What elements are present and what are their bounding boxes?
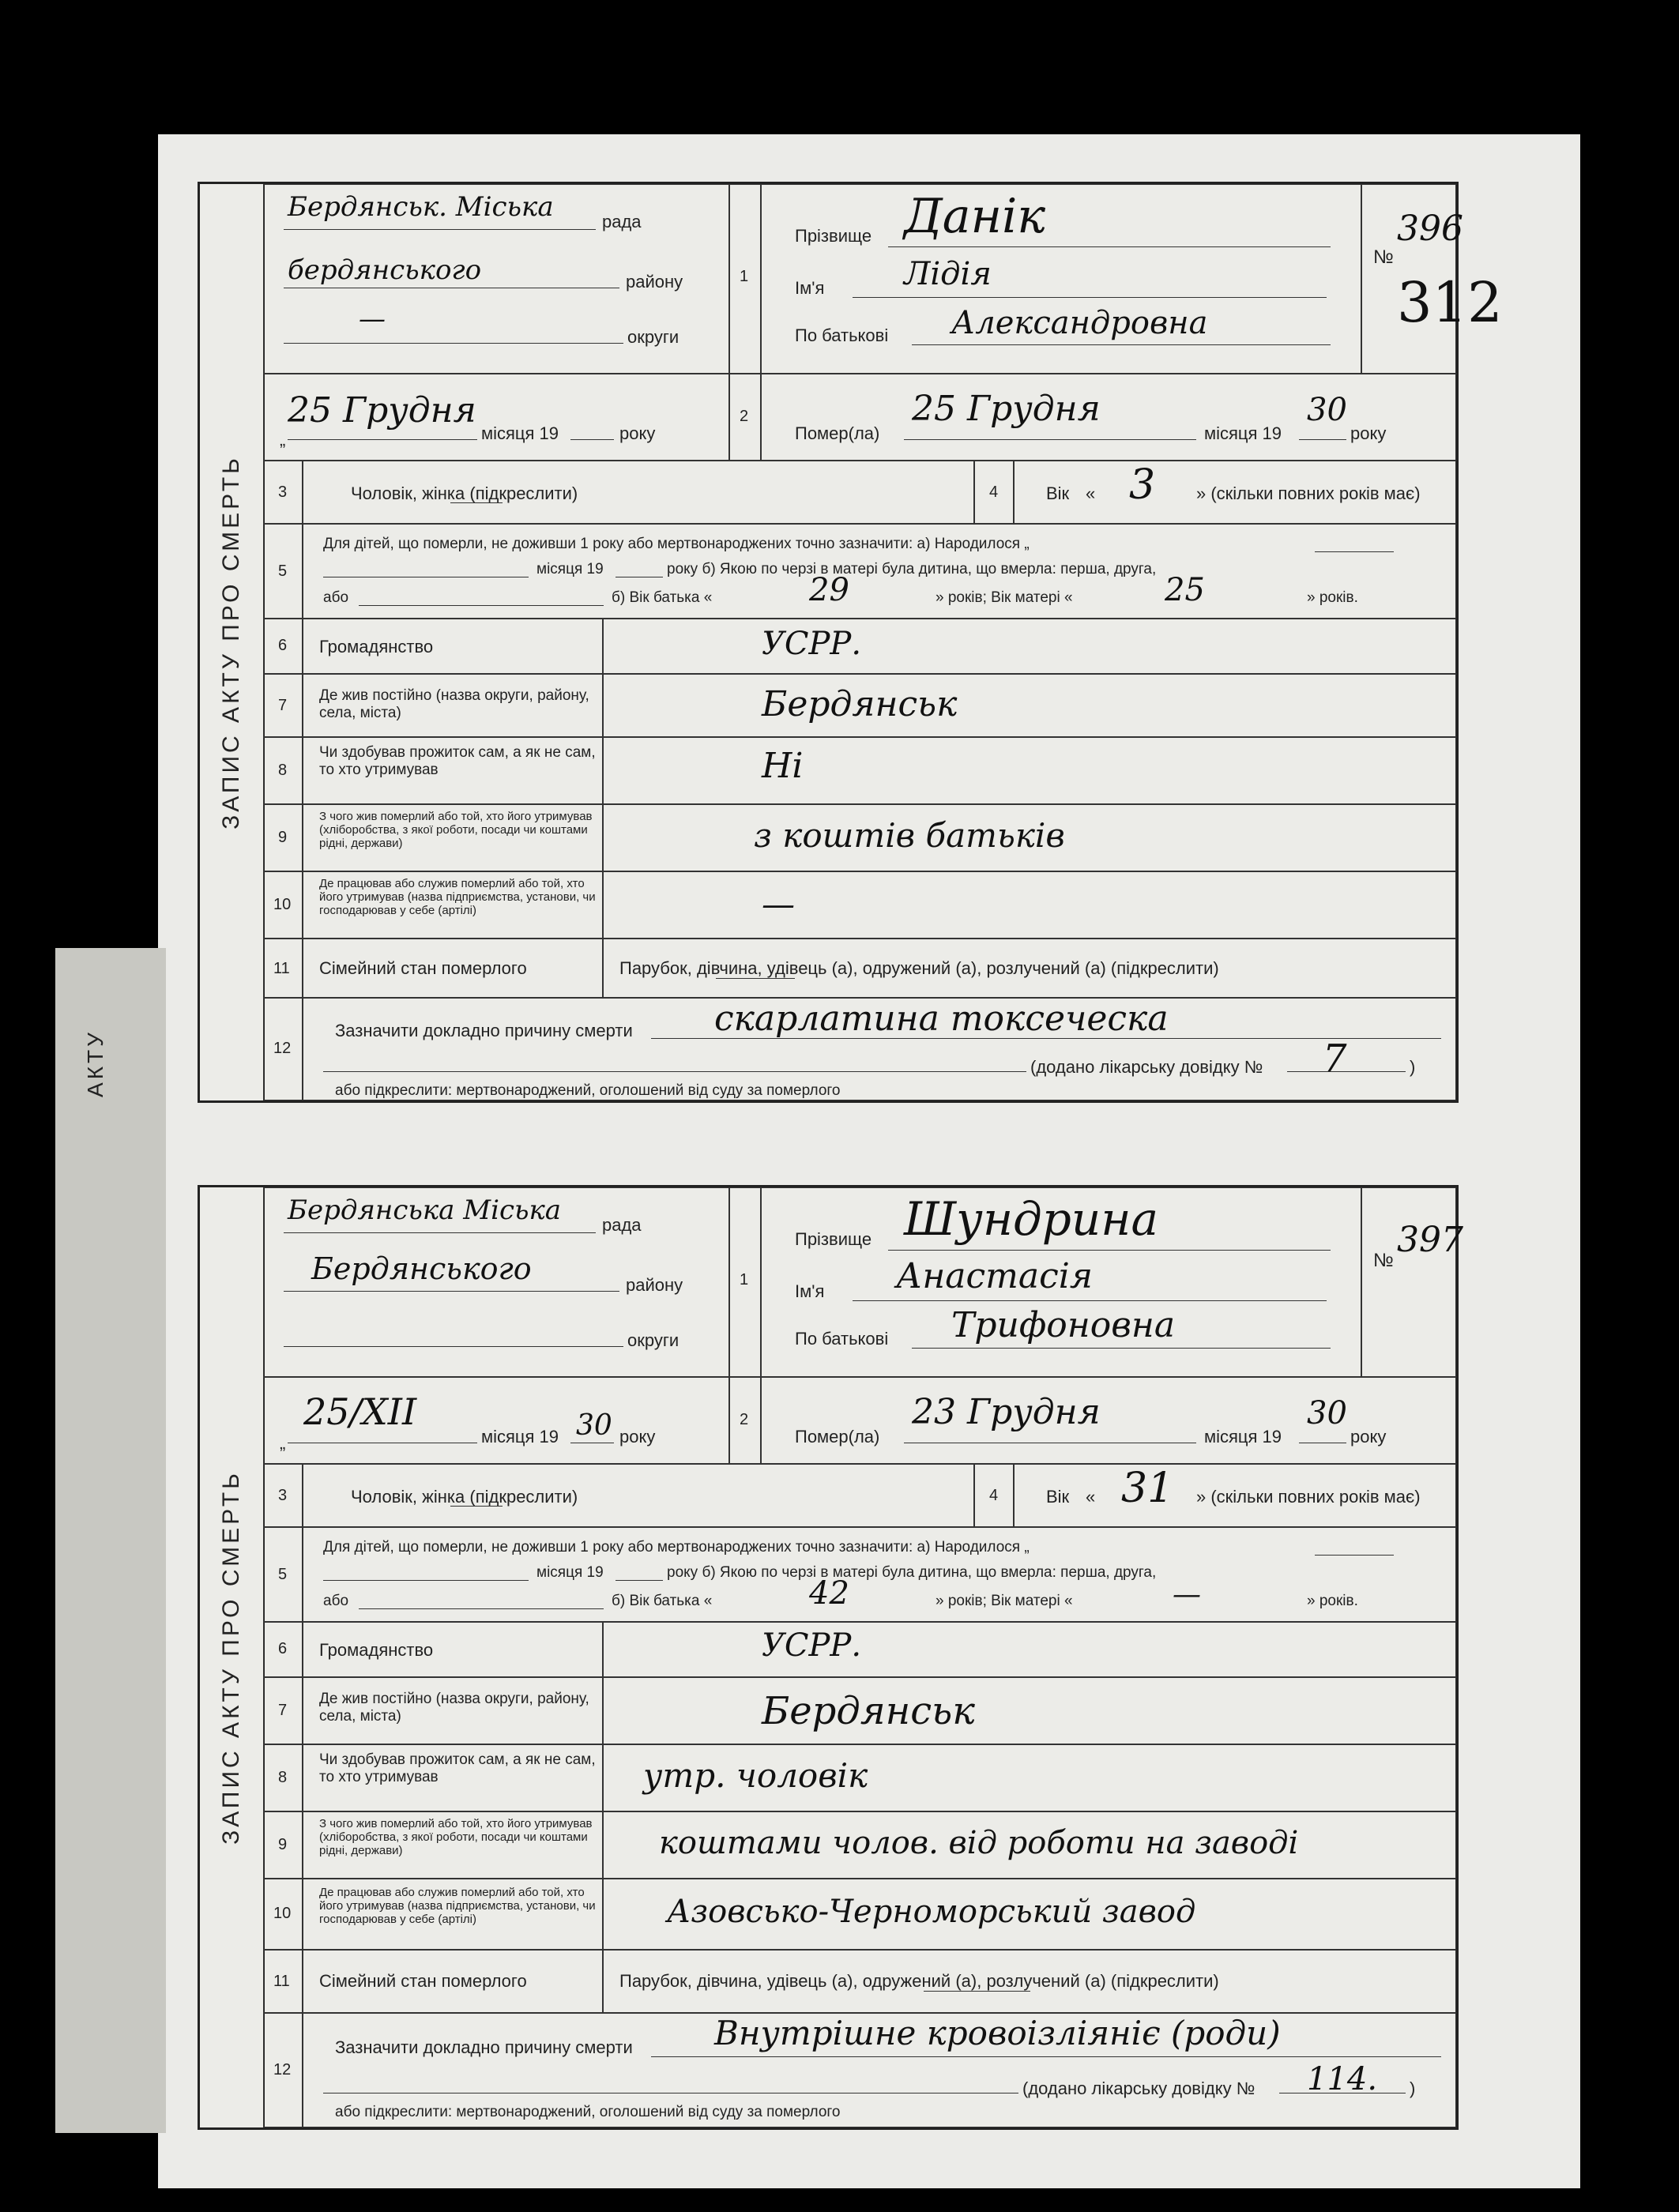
raion-value: бердянського [288, 254, 482, 286]
year-label: року [619, 1427, 656, 1446]
cause-value: скарлатина токсеческа [714, 999, 1169, 1039]
age-suffix: » (скільки повних років має) [1196, 483, 1421, 503]
age-label: Вік [1046, 1487, 1070, 1507]
sex-cell [303, 1464, 974, 1527]
death-year: 30 [1307, 1395, 1347, 1431]
record-sidebar [200, 1187, 265, 2127]
death-date: 25 Грудня [912, 389, 1101, 429]
rada-label: рада [602, 212, 642, 231]
certificate-number: 7 [1323, 1036, 1347, 1081]
residence-label: Де жив постійно (назва округи, району, села, міста) [319, 687, 589, 721]
raion-value: Бердянського [311, 1251, 532, 1286]
citizenship-value: УСРР. [762, 1627, 862, 1664]
mother-age: — [1173, 1578, 1201, 1611]
workplace-value: Азовсько-Черноморський завод [667, 1894, 1196, 1930]
residence-value: Бердянськ [762, 1689, 975, 1733]
death-record-1: ЗАПИС АКТУ ПРО СМЕРТЬ Бердянськ. Міська рада бердянського району — округи 1 Прізвище Данік Ім'я Лідія По батькові Александровна № 396 312 „ 25 Грудня місяця 19 року 2 Помер(ла) 25 Грудня місяця 19 30 року 3 Чоловік, жінка (підкреслити) 4 Вік « 3 » (скільки повних років має) 5 Для дітей, що померли, не доживши 1 року або мертвонароджених точно зазначити: а) Народилося „ місяця 19 року б) Якою по черзі в матері була дитина, що вмерла: перша, друга, або б) Вік батька « 29 » років; Вік матері « 25 » років. 6 Громадянство УСРР. 7 Де жив постійно (назва округи, району, села, міста) Бердянськ 8 Чи здобував прожиток сам, а як не сам, то хто утримував Ні 9 З чого жив померлий або той, хто його утримував (хліборобства, з якої роботи, посади чи коштами рідні, держави) з коштів батьків 10 Де працював або служив померлий або той, хто його утримував (назва підприємства, установи, чи господарював у себе (артілі) — 11 Сімейний стан померлого Парубок, дівчина, удівець (а), одружений (а), розлучений (а) (підкреслити) 12 Зазначити докладно причину смерти скарлатина токсеческа (додано лікарську довідку № 7 ) або підкреслити: мертвонароджений, оголошений від суду за померлого [198, 182, 1459, 1103]
died-label: Помер(ла) [795, 1427, 880, 1446]
age-value: 31 [1121, 1465, 1174, 1512]
livelihood-value: з коштів батьків [754, 816, 1065, 855]
registry-office-cell [263, 1187, 729, 1377]
registration-date: 25/XII [303, 1390, 417, 1433]
name-value: Анастасія [896, 1256, 1093, 1296]
rada-label: рада [602, 1215, 642, 1235]
row-number-4: 4 [974, 461, 1014, 524]
registry-office-cell [263, 184, 729, 374]
marital-options: Парубок, дівчина, удівець (а), одружений (а), розлучений (а) (підкреслити) [619, 1971, 1219, 1991]
stillborn-note: або підкреслити: мертвонароджений, оголошений від суду за померлого [335, 2104, 841, 2120]
month-label: місяця 19 [481, 423, 559, 443]
father-age: 29 [809, 572, 849, 608]
raion-label: району [626, 272, 683, 292]
workplace-label: Де працював або служив померлий або той, хто його утримував (назва підприємства, установи, чи господарював у себе (артілі) [319, 1886, 596, 1926]
age-cell: Вік « 3 » (скільки повних років має) [1014, 461, 1456, 524]
sex-cell [303, 461, 974, 524]
workplace-value: — [762, 885, 795, 924]
rada-value: Бердянська Міська [288, 1194, 562, 1226]
registration-date-cell: „ 25 Грудня місяця 19 року [263, 374, 729, 461]
age-value: 3 [1129, 461, 1156, 509]
record-number-alt: 312 [1397, 270, 1503, 335]
patronymic-label: По батькові [795, 325, 889, 345]
number-label: № [1373, 1250, 1394, 1271]
age-cell: Вік « 31 » (скільки повних років має) [1014, 1464, 1456, 1527]
surname-label: Прізвище [795, 1229, 872, 1249]
death-year-label: року [1350, 423, 1387, 443]
death-year: 30 [1307, 392, 1347, 428]
support-value: утр. чоловік [643, 1756, 868, 1795]
children-cell: Для дітей, що померли, не доживши 1 року або мертвонароджених точно зазначити: а) Народилося „ місяця 19 року б) Якою по черзі в матері була дитина, що вмерла: перша, друга, або б) Вік батька « 29 » років; Вік матері « 25 » років. [303, 524, 1456, 619]
death-year-label: року [1350, 1427, 1387, 1446]
torn-left-edge [55, 948, 166, 2133]
patronymic-value: Александровна [951, 305, 1208, 341]
record-number: 396 [1397, 209, 1463, 249]
stillborn-note: або підкреслити: мертвонароджений, оголошений від суду за померлого [335, 1082, 841, 1099]
certificate-label: (додано лікарську довідку № [1022, 2078, 1255, 2098]
sidebar-title: ЗАПИС АКТУ ПРО СМЕРТЬ [218, 455, 244, 830]
row-number-2: 2 [729, 374, 761, 461]
month-label: місяця 19 [481, 1427, 559, 1446]
registration-date-cell: „ 25/XII місяця 19 30 року [263, 1377, 729, 1464]
name-label: Ім'я [795, 1281, 825, 1301]
cause-label: Зазначити докладно причину смерти [335, 1021, 633, 1040]
registration-year: 30 [576, 1409, 612, 1442]
support-label: Чи здобував прожиток сам, а як не сам, то хто утримував [319, 1751, 596, 1785]
certificate-number: 114. [1307, 2061, 1378, 2097]
children-cell: Для дітей, що померли, не доживши 1 року або мертвонароджених точно зазначити: а) Народилося „ місяця 19 року б) Якою по черзі в матері була дитина, що вмерла: перша, друга, або б) Вік батька « 42 » років; Вік матері « — » років. [303, 1527, 1456, 1622]
cause-value: Внутрішне кровоізліяніє (роди) [714, 2014, 1281, 2052]
workplace-label: Де працював або служив померлий або той, хто його утримував (назва підприємства, установи, чи господарював у себе (артілі) [319, 877, 596, 917]
row-number-3: 3 [263, 461, 303, 524]
death-date-cell [761, 1377, 1456, 1464]
death-date-cell [761, 374, 1456, 461]
age-suffix: » (скільки повних років має) [1196, 1487, 1421, 1507]
record-sidebar [200, 184, 265, 1100]
marital-label: Сімейний стан померлого [319, 958, 527, 978]
year-label: року [619, 423, 656, 443]
marital-underline [716, 978, 795, 979]
cause-cell: Зазначити докладно причину смерти скарлатина токсеческа (додано лікарську довідку № 7 ) або підкреслити: мертвонароджений, оголошений від суду за померлого [303, 998, 1456, 1100]
died-label: Помер(ла) [795, 423, 880, 443]
record-number-cell [1361, 184, 1503, 374]
father-age: 42 [809, 1575, 849, 1612]
cause-cell: Зазначити докладно причину смерти Внутрішне кровоізліяніє (роди) (додано лікарську довідку № 114. ) або підкреслити: мертвонароджений, оголошений від суду за померлого [303, 2013, 1456, 2127]
livelihood-label: З чого жив померлий або той, хто його утримував (хліборобства, з якої роботи, посади чи коштами рідні, держави) [319, 810, 593, 850]
record-number-cell [1361, 1187, 1463, 1377]
sidebar-title: ЗАПИС АКТУ ПРО СМЕРТЬ [218, 1470, 244, 1845]
residence-value: Бердянськ [762, 684, 958, 724]
sex-underline-female [450, 502, 503, 503]
age-label: Вік [1046, 483, 1070, 503]
surname-value: Данік [904, 189, 1046, 244]
patronymic-label: По батькові [795, 1329, 889, 1349]
certificate-label: (додано лікарську довідку № [1030, 1057, 1263, 1077]
number-label: № [1373, 246, 1394, 268]
okruhy-value: — [359, 303, 386, 335]
death-month-label: місяця 19 [1204, 1427, 1282, 1446]
registration-date: 25 Грудня [288, 390, 476, 431]
row-number-5: 5 [263, 524, 303, 619]
surname-label: Прізвище [795, 226, 872, 246]
death-month-label: місяця 19 [1204, 423, 1282, 443]
raion-label: району [626, 1275, 683, 1295]
row-number-1: 1 [729, 184, 761, 374]
livelihood-label: З чого жив померлий або той, хто його утримував (хліборобства, з якої роботи, посади чи коштами рідні, держави) [319, 1817, 593, 1857]
death-record-2: ЗАПИС АКТУ ПРО СМЕРТЬ Бердянська Міська рада Бердянського району округи 1 Прізвище Шундрина Ім'я Анастасія По батькові Трифоновна № 397 „ 25/XII місяця 19 30 року 2 Помер(ла) 23 Грудня місяця 19 30 року 3 Чоловік, жінка (підкреслити) 4 Вік « 31 » (скільки повних років має) 5 Для дітей, що померли, не доживши 1 року або мертвонароджених точно зазначити: а) Народилося „ місяця 19 року б) Якою по черзі в матері була дитина, що вмерла: перша, друга, або б) Вік батька « 42 » років; Вік матері « — » років. 6 Громадянство УСРР. 7 Де жив постійно (назва округи, району, села, міста) Бердянськ 8 Чи здобував прожиток сам, а як не сам, то хто утримував утр. чоловік 9 З чого жив померлий або той, хто його утримував (хліборобства, з якої роботи, посади чи коштами рідні, держави) коштами чолов. від роботи на заводі 10 Де працював або служив померлий або той, хто його утримував (назва підприємства, установи, чи господарював у себе (артілі) Азовсько-Черноморський завод 11 Сімейний стан померлого Парубок, дівчина, удівець (а), одружений (а), розлучений (а) (підкреслити) 12 Зазначити докладно причину смерти Внутрішне кровоізліяніє (роди) (додано лікарську довідку № 114. ) або підкреслити: мертвонароджений, оголошений від суду за померлого [198, 1185, 1459, 2130]
margin-fragment-text: АКТУ [82, 1029, 107, 1097]
support-value: Ні [762, 746, 804, 786]
marital-label: Сімейний стан померлого [319, 1971, 527, 1991]
marital-options: Парубок, дівчина, удівець (а), одружений (а), розлучений (а) (підкреслити) [619, 958, 1219, 978]
cause-label: Зазначити докладно причину смерти [335, 2037, 633, 2057]
marital-underline [924, 1991, 1030, 1992]
okruhy-label: округи [627, 1330, 680, 1350]
residence-label: Де жив постійно (назва округи, району, села, міста) [319, 1691, 589, 1725]
rada-value: Бердянськ. Міська [288, 191, 554, 223]
mother-age: 25 [1165, 572, 1205, 608]
sex-label: Чоловік, жінка (підкреслити) [351, 1487, 578, 1507]
citizenship-value: УСРР. [762, 626, 862, 662]
name-label: Ім'я [795, 278, 825, 298]
support-label: Чи здобував прожиток сам, а як не сам, то хто утримував [319, 744, 596, 778]
patronymic-value: Трифоновна [951, 1305, 1176, 1345]
surname-value: Шундрина [904, 1192, 1159, 1246]
citizenship-label: Громадянство [319, 637, 434, 656]
name-cell [761, 1187, 1361, 1377]
sex-underline-female [450, 1506, 503, 1507]
name-value: Лідія [904, 256, 992, 292]
death-date: 23 Грудня [912, 1392, 1101, 1432]
sex-label: Чоловік, жінка (підкреслити) [351, 483, 578, 503]
record-number: 397 [1397, 1220, 1463, 1260]
livelihood-value: коштами чолов. від роботи на заводі [659, 1825, 1299, 1861]
okruhy-label: округи [627, 327, 680, 347]
name-cell [761, 184, 1361, 374]
citizenship-label: Громадянство [319, 1640, 434, 1660]
